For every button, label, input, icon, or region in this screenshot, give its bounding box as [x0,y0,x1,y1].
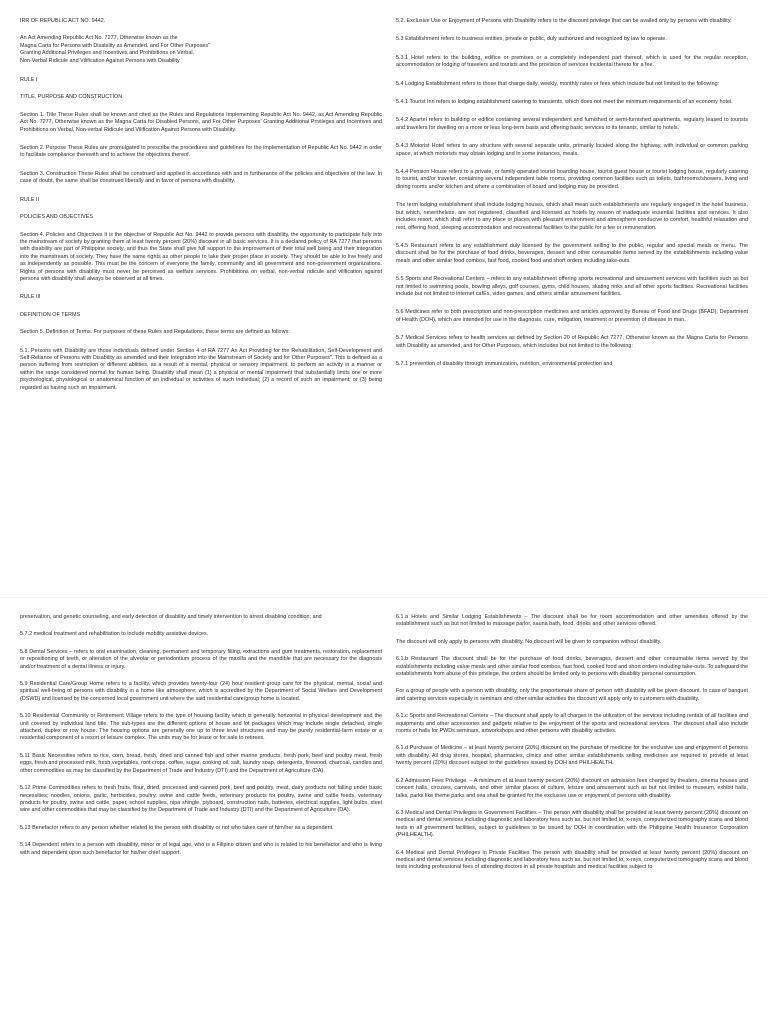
rule-heading: RULE II [20,196,40,203]
privilege-paragraph: 6.1.d Purchase of Medicine – at least twenty percent (20%) discount on the purchase of medicine for the exclusive use and enjoyment of persons with disability. All drug stores, hospital, pharmacies, clinics and other similar establishments selling medicines are required to provide at least twenty percent (20%) discount subject to the guidelines issued by DOH and PHILHEALTH. [396,745,748,767]
definition-paragraph: 5.10 Residential Community or Retirement Village refers to the type of housing facility which is generally horizontal in physical development and the unit covered by individual land title. The sub-types are the different options of house and lot packages which may include single detached, single attached, duplex or row house. The housing options are generally one up to three level structures and may be purely residential-farm estate or a residential component of a resort or leisure complex. The units may be for lease or for sale to retirees. [20,713,382,742]
definition-paragraph: 5.7 Medical Services refers to health services as defined by Section 20 of Republic Act 7277, Otherwise known as the Magna Carta for Persons with Disability as amended, and for Other Purposes, which includes but not limited to the following: [396,335,748,349]
page1-left-column [20,18,382,399]
definition-paragraph: 5.14 Dependent refers to a person with disability, minor or of legal age, who is a Filipino citizen and who is related to his benefactor and who is living with and dependent upon such benefactor for his/her chief support. [20,842,382,856]
definition-paragraph: 5.12 Prime Commodities refers to fresh fruits, flour, dried, processed and canned pork, beef and poultry, meat, dairy products not falling under basic necessities; noodles, onions, garlic, herbicides, poultry, swine and cattle feeds, veterinary products for poultry, swine and cattle feeds, veterinary products for poultry, swine and cattle, paper, school supplies, nipa shingle, plyboard, construction nails, batteries, electrical supplies, light bulbs, steel wire and other commodities that may be classified by the Department of Trade and Industry (DTI) and the Department of Agriculture (DA). [20,785,382,814]
act-title-line: Granting Additional Privileges and Incentives and Prohibitions on Verbal, [20,50,195,57]
privilege-paragraph: 6.2 Admission Fees Privilege. – A minimum of at least twenty percent (20%) discount on admission fees charged by theaters, cinema houses and concert halls, circuses, carnivals, and other similar places of culture, leisure and amusement such as but not limited to museum, exhibit halls, talks, parks like theme parks and sea shall be granted for the exclusive use or enjoyment of persons with disability. [396,777,748,799]
definition-paragraph: 5.11 Basic Necessities refers to rice, corn, bread, fresh, dried and canned fish and other marine products, fresh pork, beef and poultry meat, fresh eggs, fresh and processed milk, fresh vegetables, root crops, coffee, sugar, cooking oil, salt, laundry soap, detergents, firewood, charcoal, candles and other commodities as may be classified by the Department of Trade and Industry (DTI) and the Department of Agriculture (DA). [20,752,382,774]
definition-paragraph: 5.4.3 Motorist Hotel refers to any structure with several separate units, primarily located along the highway, with individual or common parking space, at which motorists may obtain lodging and in some instances, meals. [396,143,748,157]
act-title-line: Magna Carta for Persons with Disability as Amended, and For Other Purposes" [20,42,211,49]
definition-paragraph: 5.4.1 Tourist Inn refers to lodging establishment catering to transients, which does not meet the minimum requirements of an economy hotel. [396,99,733,106]
document-title: IRR OF REPUBLIC ACT NO. 9442. [20,18,106,24]
privilege-paragraph: 6.1.a Hotels and Similar Lodging Establishments – The discount shall be for room accommodation and other amenities offered by the establishment such as but not limited to massage parlor, sauna bath, food, drinks and other services offered. [396,614,748,628]
privilege-paragraph: The discount will only apply to persons with disability. No discount will be given to companion without disability. [396,638,662,645]
definition-paragraph: 5.9 Residential Care/Group Home refers to a facility, which provides twenty-four (24) hour resident group care for the physical, mental, social and spiritual well-being of persons with disability in a home like atmosphere; which is accredited by the Department of Social Welfare and Development (DSWD) and licensed by the concerned local government unit where the said residential care/group home is located. [20,681,382,702]
definition-paragraph: preservation, and genetic counseling, and early detection of disability and timely intervention to arrest disabling condition; and [20,614,322,620]
privilege-paragraph: 6.4 Medical and Dental Privileges in Private Facilities The person with disability shall be provided at least twenty percent (20%) discount on medical and dental services including diagnostic and laboratory fees such as, but not limited to, x-rays, computerized tomography scans and blood tests including professional fees of attending doctors in all private hospitals and medical facilities subject to [396,849,748,871]
page1-right-column [396,18,748,375]
definition-paragraph: The term lodging establishment shall include lodging houses, which shall mean such establishments are regularly engaged in the hotel business, but which, nevertheless, are not registered, classified and licensed as hotels by reason of inadequate essential facilities and services. It also includes resort, which shall refer to any place or places with pleasant environment and atmosphere conducive to comfort, healthful relaxation and rest, offering food, sleeping accommodation and recreational facilities to the public for a fee or remuneration. [396,202,748,231]
page2-right-column [396,614,748,879]
act-title-line: An Act Amending Republic Act No. 7277, Otherwise known as the [20,35,178,42]
section-paragraph: Section 3. Construction These Rules shall be construed and applied in accordance with and in furtherance of the policies and objectives of the law. In case of doubt, the same shall be construed liberally and in favor of persons with disability. [20,170,382,185]
section-paragraph: 5.1. Persons with Disability are those individuals defined under Section 4 of RA 7277 An Act Providing for the Rehabilitation, Self-Development and Self-Reliance of Persons with Disability as amended and their Integration into the Mainstream of Society and for Other Purposes". This is defined as a person suffering from restriction or different abilities, as a result of a mental, physical or sensory impairment, to perform an activity in a manner or within the range considered normal for human being. Disability shall mean (1) a physical or mental impairment that substantially limits one or more psychological, physiological or anatomical function of an individual or activities of such individual; (2) a record of such an impairment; or (3) being regarded as having such an impairment. [20,347,382,391]
definition-paragraph: 5.4.5 Restaurant refers to any establishment duly licensed by the government selling to the public, regular and special meals or menu. The discount shall be for the purchase of food drinks, beverages, dessert and other consumable items served by the establishments including value meals and other similar food combos, fast food, cooked food and short orders including take-outs. [396,242,748,264]
rule-heading: RULE III [20,294,41,301]
definition-paragraph: 5.13 Benefactor refers to any person whether related to the person with disability or not who takes care of him/her as a dependent. [20,824,334,831]
privilege-paragraph: For a group of people with a person with disability, only the proportionate share of person with disability will be given discount. In case of banquet and catering services especially in seminars and other similar activities the discount will apply only to customers with disability. [396,688,748,702]
section-paragraph: Section 2. Purpose These Rules are promulgated to prescribe the procedures and guidelines for the implementation of Republic Act No. 9442 in order to facilitate compliance therewith and to achieve the objectives thereof. [20,145,382,159]
section-paragraph: Section 1. Title These Rules shall be known and cited as the Rules and Regulations Implementing Republic Act No. 9442, as Act Amending Republic Act No. 7277, Otherwise known as the Magna Carta for Disabled Persons, and For Other Purposes' Granting Additional Privileges and Incentives and Prohibitions on Verbal, Non-verbal Ridicule and Vilification Against Persons with Disability. [20,111,382,133]
definition-paragraph: 5.4.4 Pension House refers to a private, or family-operated tourist boarding house, tourist guest house or tourist lodging house, regularly catering to tourist, and/or traveler, containing several independent table rooms, providing common facilities such as toilets, bathrooms/showers, living and dining rooms and/or kitchen and where a combination of board and lodging may be provided. [396,169,748,190]
definition-paragraph: 5.5 Sports and Recreational Centers – refers to any establishment offering sports recreational and amusement services with facilities such as but not limited to swimming pools, bowling alleys, golf courses, gyms, child houses, skating rinks and all other sports facilities. Recreational facilities include but not limited to internet cafÉs, video games, and others similar amusement facilities. [396,276,748,297]
act-title-line: Non-Verbal Ridicule and Vilification Against Persons with Disability [20,57,180,64]
section-paragraph: Section 4. Policies and Objectives It is the objective of Republic Act No. 9442 to provide persons with disability, the opportunity to participate fully into the mainstream of society by granting them at least twenty percent (20%) discount in all basic services. It is a declared policy of RA 7277 that persons with disability are part of Philippine society, and thus the State shall give full support to the improvement of their total well being and their integration into the mainstream of society. They have the same rights as other people to take their proper place in society. They should be able to live freely and as independently as possible. This must be the concern of everyone the family, community and all government and non-government organizations. Rights of persons with disability must never be perceived as welfare services. Prohibitions on verbal, non-verbal ridicule and vilification against persons with disability shall always be observed at all times. [20,231,382,282]
rule-heading: RULE I [20,77,38,84]
privilege-paragraph: 6.3 Medical and Dental Privileges in Government Facilities – The person with disability shall be provided at least twenty percent (20%) discount on medical and dental services including diagnostic and laboratory fees such as, but not limited to, x-rays, computerized tomography scans and blood tests in all government facilities, subject to guidelines to be issued by DOH in coordination with the Philippine Health Insurance Corporation (PHILHEALTH). [396,809,748,839]
page-divider [0,597,768,598]
definition-paragraph: 5.6 Medicines refer to both prescription and non-prescription medicines and articles approved by Bureau of Food and Drugs (BFAD), Department of Health (DOH), which are intended for use in the diagnosis, cure, mitigation, treatment or prevention of disease in man. [396,309,748,323]
section-paragraph: Section 5. Definition of Terms. For purposes of these Rules and Regulations, these terms are defined as follows: [20,329,290,336]
definition-paragraph: 5.3.1 Hotel refers to the building, edifice or premises or a completely independent part thereof, which is used for the regular reception, accommodation or lodging of travelers and tourists and the provision of services incidental thereto for a fee. [396,54,748,69]
privilege-paragraph: 6.1.b Restaurant The discount shall be for the purchase of food drinks, beverages, dessert and other consumable items served by the establishments including value meals and other similar food combos, fast food, cooked food and short orders including take-outs. To safeguard the establishments from abuse of this privilege, the orders should be limited only to persons with disability personal consumption. [396,656,748,678]
act-title-block [20,35,382,65]
definition-paragraph: 5.7.1 prevention of disability through immunization, nutrition, environmental protection and [396,360,613,367]
definition-paragraph: 5.7.2 medical treatment and rehabilitation to include mobility assistive devices. [20,631,209,638]
definition-paragraph: 5.4.2 Apartel refers to building or edifice containing several independent and furnished or semi-furnished apartments, regularly leased to tourists and travelers for dwelling on a more or less long-term basis and offering basic services to its tenants, similar to hotels. [396,117,748,131]
definition-paragraph: 5.4 Lodging Establishment refers to those that charge daily, weekly, monthly rates or fees which include but not limited to the following: [396,80,720,87]
rule-title: TITLE, PURPOSE AND CONSTRUCTION [20,94,123,101]
page2-left-column [20,614,382,864]
definition-paragraph: 5.8 Dental Services – refers to oral examination, cleaning, permanent and temporary filling, extractions and gum treatments, restoration, replacement or repositioning of teeth, or alteration of the alveolar or periodontium process of the maxilla and the mandible that are necessary for the diagnosis and/or treatment of a dental illness or injury. [20,648,382,670]
rule-title: DEFINITION OF TERMS [20,311,81,318]
privilege-paragraph: 6.1.c Sports and Recreational Centers – The discount shall apply to all charges in the utilization of the services including rentals of all facilities and equipments and other accessories and gadgets relative to the enjoyment of the sports and recreational services. The discount shall also include rooms or halls for PWDs seminars, artworkshops and other persons with disability activities. [396,713,748,735]
definition-paragraph: 5.3 Establishment refers to business entities, private or public, duly authorized and recognized by law to operate. [396,36,667,43]
rule-title: POLICIES AND OBJECTIVES [20,214,93,221]
definition-paragraph: 5.2. Exclusive Use or Enjoyment of Persons with Disability refers to the discount privilege that can be availed only by persons with disability. [396,18,732,24]
